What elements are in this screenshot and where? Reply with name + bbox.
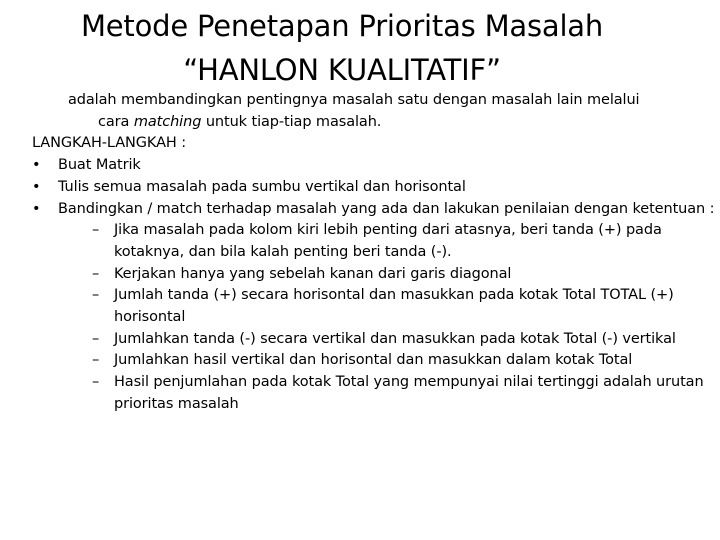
rule-item-2: [92, 264, 716, 286]
bullet-icon: •: [32, 157, 41, 174]
rule-text-1: Jika masalah pada kolom kiri lebih penting dari atasnya, beri tanda (+) pada kotaknya, dan bila kalah penting beri tanda (-).: [114, 222, 662, 260]
intro-text-3: untuk tiap-tiap masalah.: [201, 113, 382, 130]
slide-body: [32, 90, 716, 416]
rule-text-3: Jumlah tanda (+) secara horisontal dan masukkan pada kotak Total TOTAL (+) horisontal: [114, 287, 674, 326]
rules-list: [58, 220, 716, 415]
rule-item-3: [92, 285, 716, 328]
rule-text-5: Jumlahkan hasil vertikal dan horisontal dan masukkan dalam kotak Total: [114, 352, 633, 369]
step-item-1: [32, 155, 716, 177]
step-text-3: Bandingkan / match terhadap masalah yang ada dan lakukan penilaian dengan ketentuan :: [58, 200, 715, 217]
dash-icon: –: [92, 287, 100, 304]
step-item-2: [32, 177, 716, 199]
rule-item-1: [92, 220, 716, 263]
intro-continuation: [68, 112, 716, 134]
slide-title-line-2: “HANLON KUALITATIF”: [183, 53, 501, 87]
bullet-icon: •: [32, 200, 41, 217]
step-item-3: [32, 199, 716, 416]
intro-paragraph: [68, 90, 716, 133]
step-text-1: Buat Matrik: [58, 157, 141, 174]
bullet-icon: •: [32, 178, 41, 195]
dash-icon: –: [92, 352, 100, 369]
slide-title-line-1: Metode Penetapan Prioritas Masalah: [80, 9, 604, 43]
steps-list: [32, 155, 716, 415]
dash-icon: –: [92, 374, 100, 391]
intro-text-2: cara: [98, 113, 134, 130]
intro-italic-word: matching: [133, 113, 202, 130]
dash-icon: –: [92, 222, 100, 239]
steps-heading: LANGKAH-LANGKAH :: [32, 135, 187, 152]
rule-text-6: Hasil penjumlahan pada kotak Total yang mempunyai nilai tertinggi adalah urutan prioritas masalah: [114, 374, 704, 412]
rule-text-4: Jumlahkan tanda (-) secara vertikal dan masukkan pada kotak Total (-) vertikal: [114, 330, 676, 347]
dash-icon: –: [92, 330, 100, 347]
rule-item-6: [92, 372, 716, 415]
slide-title: [0, 4, 684, 92]
intro-text-1: adalah membandingkan pentingnya masalah satu dengan masalah lain melalui: [68, 92, 640, 108]
rule-item-4: [92, 329, 716, 351]
dash-icon: –: [92, 265, 100, 282]
step-text-2: Tulis semua masalah pada sumbu vertikal dan horisontal: [58, 178, 466, 195]
rule-item-5: [92, 350, 716, 372]
rule-text-2: Kerjakan hanya yang sebelah kanan dari garis diagonal: [114, 265, 512, 282]
